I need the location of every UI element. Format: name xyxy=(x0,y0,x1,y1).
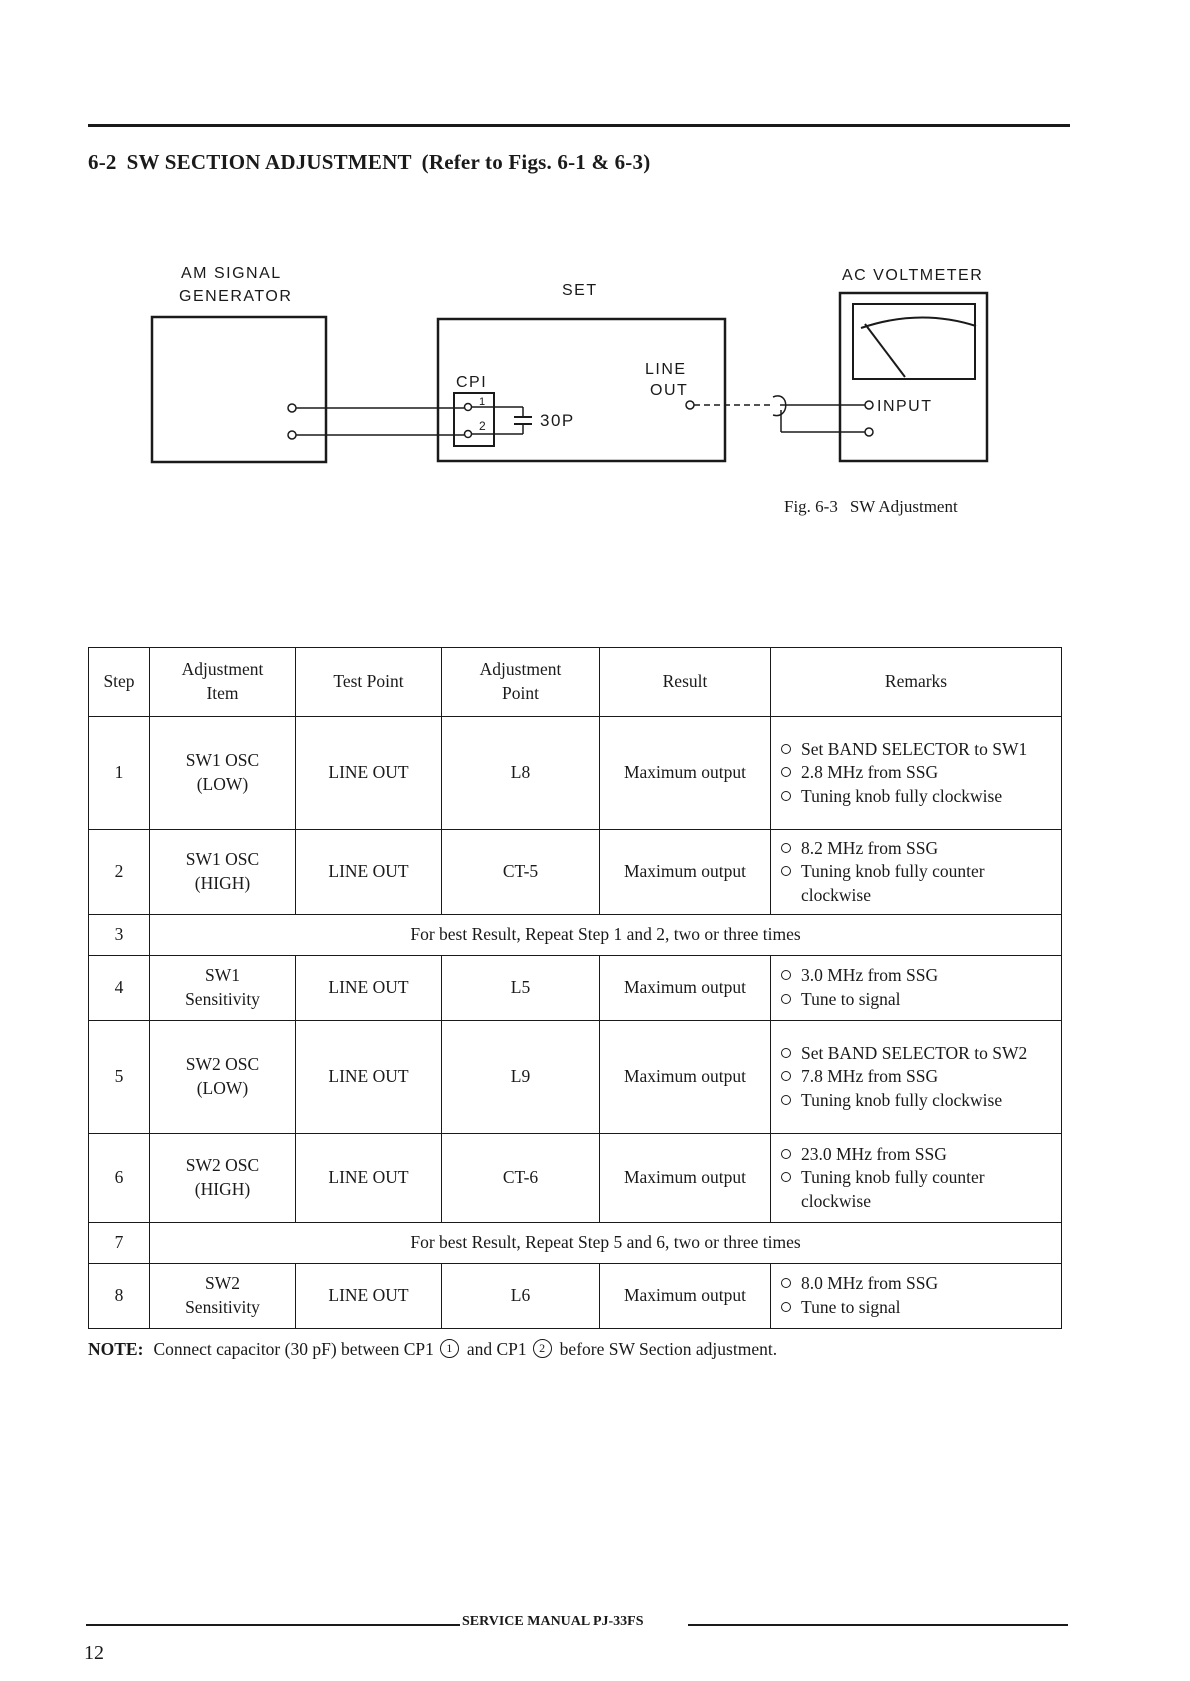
adjustment-point-cell: L6 xyxy=(442,1264,600,1329)
header-remarks: Remarks xyxy=(771,648,1062,717)
remark-item: 8.2 MHz from SSG xyxy=(779,837,1055,861)
remark-item: Tuning knob fully clockwise xyxy=(779,1089,1055,1113)
test-point-cell: LINE OUT xyxy=(296,717,442,830)
remark-item: 3.0 MHz from SSG xyxy=(779,964,1055,988)
remark-item: Tuning knob fully counter clockwise xyxy=(779,860,1055,907)
fig-6-3-diagram xyxy=(0,250,1190,480)
remarks-cell xyxy=(771,956,1062,1021)
step-cell: 4 xyxy=(89,956,150,1021)
line-out-label-line2: OUT xyxy=(650,382,689,399)
step-cell: 7 xyxy=(89,1223,150,1264)
remark-item: 2.8 MHz from SSG xyxy=(779,761,1055,785)
item-cell: SW2 OSC (HIGH) xyxy=(150,1134,296,1223)
test-point-cell: LINE OUT xyxy=(296,1264,442,1329)
remark-item: Set BAND SELECTOR to SW2 xyxy=(779,1042,1055,1066)
item-cell: SW2 Sensitivity xyxy=(150,1264,296,1329)
result-cell: Maximum output xyxy=(600,956,771,1021)
table-row xyxy=(89,717,1062,830)
generator-label-line1: AM SIGNAL xyxy=(181,265,282,282)
result-cell: Maximum output xyxy=(600,1134,771,1223)
adjustment-point-cell: L8 xyxy=(442,717,600,830)
test-point-cell: LINE OUT xyxy=(296,956,442,1021)
table-row xyxy=(89,956,1062,1021)
test-point-cell: LINE OUT xyxy=(296,1021,442,1134)
bullet-icon xyxy=(781,843,791,853)
section-number: 6-2 xyxy=(88,150,117,174)
remark-item: Tuning knob fully clockwise xyxy=(779,785,1055,809)
item-cell: SW1 Sensitivity xyxy=(150,956,296,1021)
step-cell: 6 xyxy=(89,1134,150,1223)
figure-caption xyxy=(784,497,958,517)
note-text-c: before SW Section adjustment. xyxy=(559,1339,778,1359)
table-row xyxy=(89,1134,1062,1223)
step-cell: 1 xyxy=(89,717,150,830)
line-out-label-line1: LINE xyxy=(645,361,687,378)
bullet-icon xyxy=(781,1149,791,1159)
result-cell: Maximum output xyxy=(600,717,771,830)
line-out-terminal xyxy=(686,401,694,409)
meter-scale-arc xyxy=(861,317,976,328)
step-cell: 8 xyxy=(89,1264,150,1329)
adjustment-point-cell: CT-5 xyxy=(442,830,600,915)
remark-item: Tune to signal xyxy=(779,988,1055,1012)
table-header-row xyxy=(89,648,1062,717)
bullet-icon xyxy=(781,791,791,801)
header-result: Result xyxy=(600,648,771,717)
remark-item: 7.8 MHz from SSG xyxy=(779,1065,1055,1089)
voltmeter-label: AC VOLTMETER xyxy=(842,267,984,284)
note-text-a: Connect capacitor (30 pF) between CP1 xyxy=(153,1339,434,1359)
result-cell: Maximum output xyxy=(600,1264,771,1329)
input-terminal-2 xyxy=(865,428,873,436)
step-cell: 5 xyxy=(89,1021,150,1134)
header-adjustment-point: Adjustment Point xyxy=(442,648,600,717)
bullet-icon xyxy=(781,970,791,980)
input-label: INPUT xyxy=(877,398,933,415)
remark-item: Tuning knob fully counter clockwise xyxy=(779,1166,1055,1213)
remarks-cell xyxy=(771,717,1062,830)
cp-label: CPI xyxy=(456,374,488,391)
signal-generator-box xyxy=(152,317,326,462)
table-row xyxy=(89,915,1062,956)
table-row xyxy=(89,1264,1062,1329)
cp-pin-1-number: 1 xyxy=(479,396,487,408)
repeat-note-cell: For best Result, Repeat Step 1 and 2, two or three times xyxy=(150,915,1062,956)
capacitor-value: 30P xyxy=(540,411,575,430)
section-title xyxy=(88,150,650,175)
test-point-cell: LINE OUT xyxy=(296,830,442,915)
table-row xyxy=(89,830,1062,915)
bullet-icon xyxy=(781,1048,791,1058)
step-cell: 2 xyxy=(89,830,150,915)
sw-adjustment-table xyxy=(88,647,1062,1329)
input-terminal-1 xyxy=(865,401,873,409)
remarks-cell xyxy=(771,1021,1062,1134)
test-point-cell: LINE OUT xyxy=(296,1134,442,1223)
table-row xyxy=(89,1223,1062,1264)
cp-pin-2 xyxy=(465,431,472,438)
adjustment-note xyxy=(88,1339,777,1360)
cp-pin-2-number: 2 xyxy=(479,419,488,433)
bullet-icon xyxy=(781,1095,791,1105)
remark-item: 23.0 MHz from SSG xyxy=(779,1143,1055,1167)
repeat-note-cell: For best Result, Repeat Step 5 and 6, two or three times xyxy=(150,1223,1062,1264)
adjustment-point-cell: L5 xyxy=(442,956,600,1021)
meter-face xyxy=(853,304,975,379)
set-label: SET xyxy=(562,282,598,299)
item-cell: SW1 OSC (LOW) xyxy=(150,717,296,830)
generator-terminal-1 xyxy=(288,404,296,412)
figure-number: Fig. 6-3 xyxy=(784,497,838,516)
bullet-icon xyxy=(781,767,791,777)
generator-terminal-2 xyxy=(288,431,296,439)
section-title-text: SW SECTION ADJUSTMENT xyxy=(126,150,412,174)
footer-rule-left xyxy=(86,1624,460,1626)
bullet-icon xyxy=(781,1071,791,1081)
bullet-icon xyxy=(781,866,791,876)
remarks-cell xyxy=(771,830,1062,915)
item-cell: SW1 OSC (HIGH) xyxy=(150,830,296,915)
header-step: Step xyxy=(89,648,150,717)
remark-item: Tune to signal xyxy=(779,1296,1055,1320)
bullet-icon xyxy=(781,994,791,1004)
note-text-b: and CP1 xyxy=(466,1339,527,1359)
item-cell: SW2 OSC (LOW) xyxy=(150,1021,296,1134)
table-row xyxy=(89,1021,1062,1134)
top-rule xyxy=(88,124,1070,127)
circled-2-icon: 2 xyxy=(533,1339,552,1358)
adjustment-point-cell: CT-6 xyxy=(442,1134,600,1223)
page-number: 12 xyxy=(84,1642,104,1664)
header-adjustment-item: Adjustment Item xyxy=(150,648,296,717)
result-cell: Maximum output xyxy=(600,1021,771,1134)
note-label: NOTE: xyxy=(88,1339,144,1359)
bullet-icon xyxy=(781,1278,791,1288)
footer-manual-title: SERVICE MANUAL PJ-33FS xyxy=(462,1614,644,1629)
cp-connector xyxy=(454,393,494,446)
remarks-cell xyxy=(771,1134,1062,1223)
remark-item: Set BAND SELECTOR to SW1 xyxy=(779,738,1055,762)
circled-1-icon: 1 xyxy=(440,1339,459,1358)
remarks-cell xyxy=(771,1264,1062,1329)
section-reference: (Refer to Figs. 6-1 & 6-3) xyxy=(421,150,651,174)
header-test-point: Test Point xyxy=(296,648,442,717)
figure-title: SW Adjustment xyxy=(849,497,958,516)
footer-rule-right xyxy=(688,1624,1068,1626)
adjustment-point-cell: L9 xyxy=(442,1021,600,1134)
meter-needle xyxy=(865,324,905,377)
step-cell: 3 xyxy=(89,915,150,956)
bullet-icon xyxy=(781,1172,791,1182)
cp-pin-1 xyxy=(465,404,472,411)
bullet-icon xyxy=(781,1302,791,1312)
bullet-icon xyxy=(781,744,791,754)
shield-loop xyxy=(773,396,786,416)
result-cell: Maximum output xyxy=(600,830,771,915)
remark-item: 8.0 MHz from SSG xyxy=(779,1272,1055,1296)
generator-label-line2: GENERATOR xyxy=(179,288,293,305)
